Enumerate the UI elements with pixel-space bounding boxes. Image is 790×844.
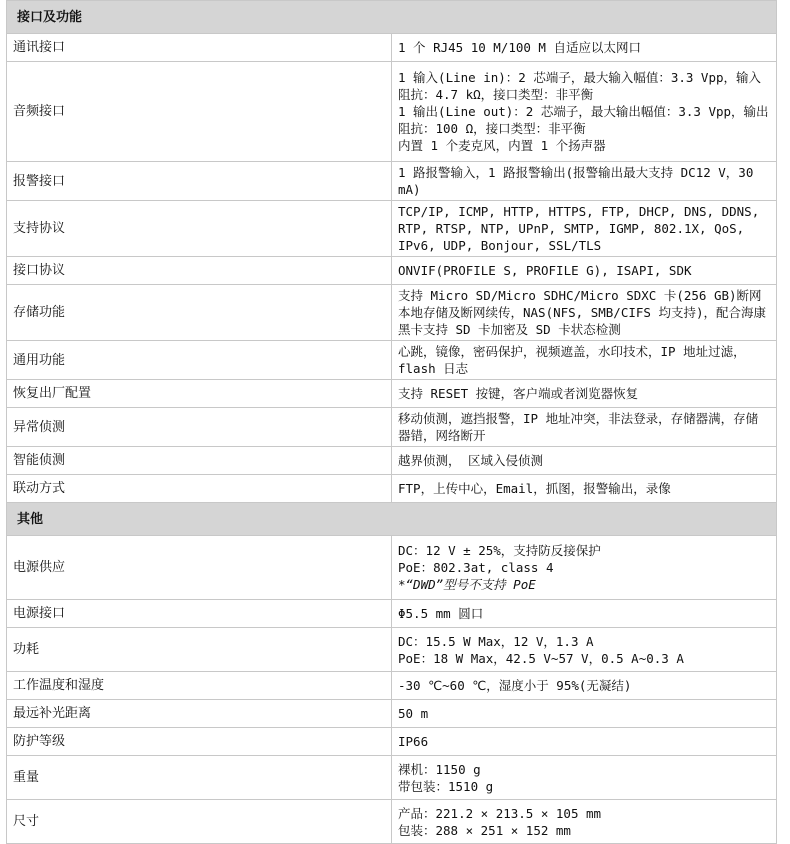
spec-row (7, 672, 777, 700)
spec-value-line: PoE：802.3at, class 4 (398, 560, 554, 575)
spec-value (392, 728, 777, 756)
spec-value-line: ONVIF(PROFILE S, PROFILE G), ISAPI, SDK (398, 263, 692, 278)
spec-value (392, 475, 777, 503)
spec-value-line: 1 输入(Line in)：2 芯端子，最大输入幅值：3.3 Vpp，输入阻抗：4.7 kΩ，接口类型：非平衡 (398, 70, 762, 102)
spec-label: 智能侦测 (7, 447, 392, 475)
spec-label: 通用功能 (7, 341, 392, 380)
spec-row (7, 34, 777, 62)
spec-label: 联动方式 (7, 475, 392, 503)
spec-value-line: -30 ℃~60 ℃，湿度小于 95%(无凝结) (398, 678, 632, 693)
spec-row (7, 800, 777, 844)
spec-label: 异常侦测 (7, 408, 392, 447)
spec-value (392, 257, 777, 285)
spec-value (392, 536, 777, 600)
spec-row (7, 285, 777, 341)
spec-value-line: PoE：18 W Max，42.5 V~57 V，0.5 A~0.3 A (398, 650, 684, 666)
spec-value-line: 50 m (398, 706, 429, 721)
spec-row (7, 600, 777, 628)
spec-value (392, 201, 777, 257)
spec-value (392, 162, 777, 201)
spec-label: 最远补光距离 (7, 700, 392, 728)
spec-label: 防护等级 (7, 728, 392, 756)
spec-value-line: TCP/IP, ICMP, HTTP, HTTPS, FTP, DHCP, DNS, DDNS, RTP, RTSP, NTP, UPnP, SMTP, IGMP, 802.1X, QoS, IPv6, UDP, Bonjour, SSL/TLS (398, 204, 767, 253)
spec-table (6, 0, 777, 844)
spec-value (392, 408, 777, 447)
spec-value-line: *“DWD”型号不支持 PoE (398, 577, 536, 592)
spec-row (7, 408, 777, 447)
spec-value-line: 带包装：1510 g (398, 778, 494, 794)
spec-label: 通讯接口 (7, 34, 392, 62)
spec-value-line: 内置 1 个麦克风，内置 1 个扬声器 (398, 138, 606, 153)
spec-value-line: 裸机：1150 g (398, 761, 481, 777)
spec-value-line: 支持 Micro SD/Micro SDHC/Micro SDXC 卡(256 GB)断网本地存储及断网续传，NAS(NFS, SMB/CIFS 均支持)，配合海康黑卡支持 SD 卡加密及 SD 卡状态检测 (398, 288, 766, 337)
spec-label: 支持协议 (7, 201, 392, 257)
spec-value (392, 341, 777, 380)
section-title: 接口及功能 (7, 1, 777, 34)
section-header (7, 1, 777, 34)
spec-row (7, 756, 777, 800)
spec-value-line: 1 路报警输入，1 路报警输出(报警输出最大支持 DC12 V，30 mA) (398, 165, 761, 197)
section-title: 其他 (7, 503, 777, 536)
spec-value (392, 800, 777, 844)
section-header (7, 503, 777, 536)
spec-value (392, 756, 777, 800)
spec-value-line: Φ5.5 mm 圆口 (398, 606, 484, 621)
spec-row (7, 475, 777, 503)
spec-value-line: FTP，上传中心，Email，抓图，报警输出，录像 (398, 481, 671, 496)
spec-label: 报警接口 (7, 162, 392, 201)
spec-value-line: DC：15.5 W Max，12 V，1.3 A (398, 633, 594, 649)
spec-table-body (7, 1, 777, 844)
spec-value-line: 心跳，镜像，密码保护，视频遮盖，水印技术，IP 地址过滤，flash 日志 (398, 344, 746, 376)
spec-value-line: 1 输出(Line out)：2 芯端子，最大输出幅值：3.3 Vpp，输出阻抗：100 Ω，接口类型：非平衡 (398, 104, 769, 136)
spec-value-line: IP66 (398, 734, 429, 749)
spec-label: 电源供应 (7, 536, 392, 600)
spec-label: 重量 (7, 756, 392, 800)
spec-label: 存储功能 (7, 285, 392, 341)
spec-value-line: 1 个 RJ45 10 M/100 M 自适应以太网口 (398, 40, 641, 55)
spec-row (7, 728, 777, 756)
spec-row (7, 447, 777, 475)
spec-value (392, 700, 777, 728)
spec-value (392, 34, 777, 62)
spec-value (392, 380, 777, 408)
spec-label: 工作温度和湿度 (7, 672, 392, 700)
spec-label: 接口协议 (7, 257, 392, 285)
spec-label: 音频接口 (7, 62, 392, 162)
spec-label: 尺寸 (7, 800, 392, 844)
spec-value-line: DC：12 V ± 25%，支持防反接保护 (398, 543, 601, 558)
spec-row (7, 341, 777, 380)
spec-value-line: 包装：288 × 251 × 152 mm (398, 822, 571, 838)
spec-row (7, 162, 777, 201)
spec-value (392, 628, 777, 672)
spec-row (7, 628, 777, 672)
spec-row (7, 380, 777, 408)
spec-value (392, 285, 777, 341)
spec-value-line: 产品：221.2 × 213.5 × 105 mm (398, 805, 602, 821)
spec-row (7, 201, 777, 257)
spec-value-line: 越界侦测， 区域入侵侦测 (398, 453, 544, 468)
spec-label: 恢复出厂配置 (7, 380, 392, 408)
spec-value (392, 672, 777, 700)
spec-value (392, 447, 777, 475)
spec-label: 电源接口 (7, 600, 392, 628)
spec-value (392, 600, 777, 628)
spec-row (7, 700, 777, 728)
spec-value-line: 支持 RESET 按键，客户端或者浏览器恢复 (398, 386, 639, 401)
spec-row (7, 62, 777, 162)
spec-value (392, 62, 777, 162)
spec-row (7, 536, 777, 600)
spec-label: 功耗 (7, 628, 392, 672)
spec-value-line: 移动侦测，遮挡报警，IP 地址冲突，非法登录，存储器满，存储器错，网络断开 (398, 411, 759, 443)
spec-row (7, 257, 777, 285)
